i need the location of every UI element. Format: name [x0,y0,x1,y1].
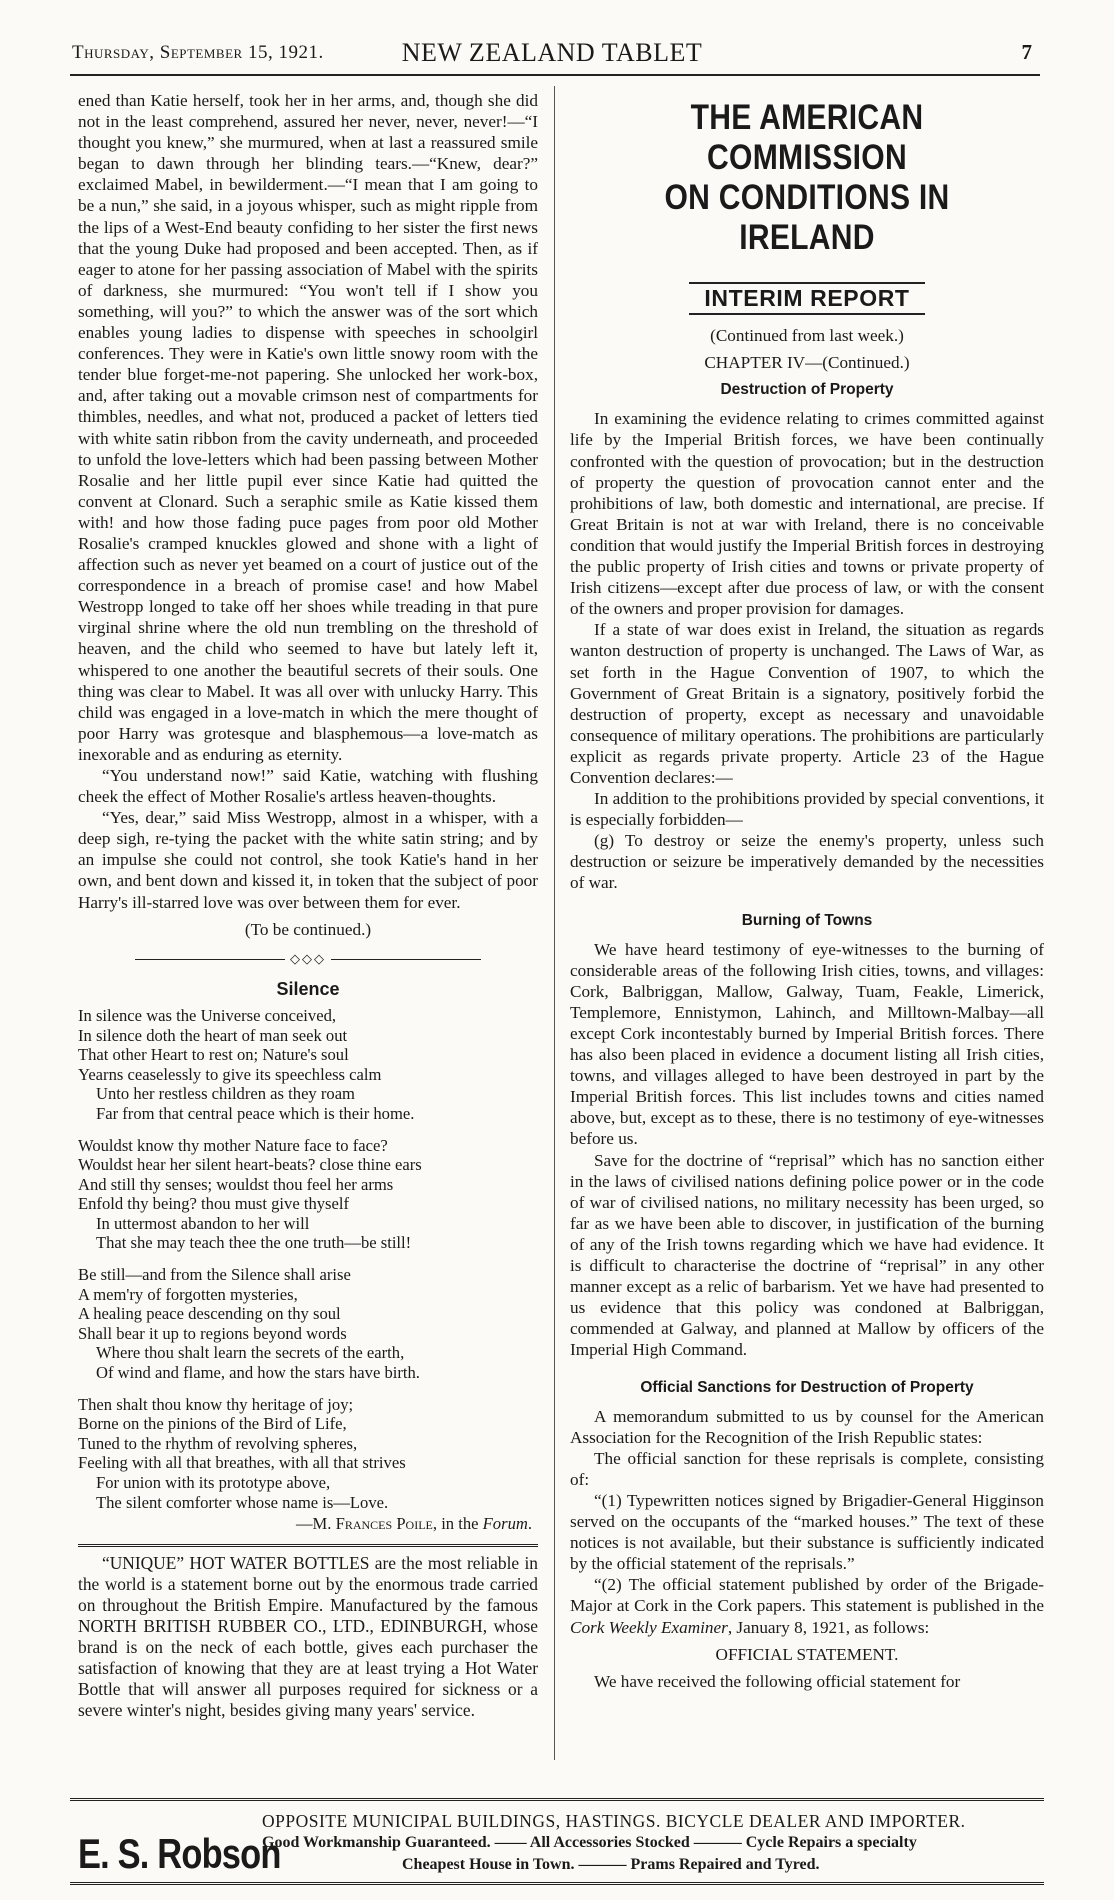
attribution-mid: , in the [432,1514,483,1534]
poem-line: For union with its prototype above, [96,1473,331,1492]
poem-attribution [78,1514,538,1534]
poem-line: A mem'ry of forgotten mysteries, [78,1284,298,1304]
poem-line: Where thou shalt learn the secrets of the earth, [96,1343,405,1363]
poem-stanza [78,1395,538,1513]
poem-title: Silence [276,978,340,999]
poem-line: Wouldst hear her silent heart-beats? close thine ears [78,1155,422,1175]
robson-name: E. S. Robson [78,1830,281,1877]
poem-line: The silent comforter whose name is—Love. [96,1492,389,1512]
poem-line: In silence was the Universe conceived, [78,1005,337,1025]
right-column [570,90,1044,1692]
para2-after: , January 8, 1921, as follows: [727,1617,930,1637]
poem-stanza [78,1006,538,1124]
story-paragraph: “You understand now!” said Katie, watching with flushing cheek the effect of Mother Rosalie's artless heaven-thoughts. [78,766,538,807]
poem-line: Of wind and flame, and how the stars have birth. [96,1363,420,1383]
poem-line: In silence doth the heart of man seek out [78,1025,348,1045]
article-paragraph: A memorandum submitted to us by counsel for the American Association for the Recognition of the Irish Republic states: [570,1406,1044,1447]
footer-rule-top [70,1798,1044,1801]
poem-line: Then shalt thou know thy heritage of joy; [78,1394,354,1414]
poem [78,1006,538,1534]
robson-ad-lines [262,1810,1044,1876]
poem-line: A healing peace descending on thy soul [78,1304,341,1324]
article-title-line2: ON CONDITIONS IN IRELAND [664,178,950,257]
header-page-number: 7 [1021,40,1032,64]
para2-before: “(2) The official statement published by order of the Brigade-Major at Cork in the Cork papers. This statement is published in the [570,1575,1044,1616]
section-heading: Burning of Towns [741,911,873,929]
article-paragraph: In examining the evidence relating to crimes committed against life by the Imperial British forces, we have been continually confronted with the question of provocation; but in the destruction of property the question of provocation cannot enter and the prohibitions of law, both domestic and international, are precise. If Great Britain is not at war with Ireland, there is no conceivable condition that would justify the Imperial British forces in destroying the public property of Irish cities and towns or private property of Irish citizens—except after due process of law, or with the consent of the owners and proper provision for damages. [570,409,1044,619]
left-column [78,90,538,1721]
attribution-author: Frances Poile [335,1514,433,1534]
to-be-continued: (To be continued.) [244,919,372,939]
chapter-heading: CHAPTER IV—(Continued.) [704,353,910,373]
attribution-source: Forum [482,1514,528,1534]
article-paragraph: Save for the doctrine of “reprisal” which has no sanction either in the laws of civilised nations defining police power or in the code of war of civilised nations, no military necessity has been urged, so far as we have been able to discover, in justification of the burning of any of the Irish towns regarding which we have had evidence. It is difficult to characterise the doctrine of “reprisal” in any other manner except as a relic of barbarism. Yet we have had presented to us evidence that this policy was condoned at Balbriggan, commended at Galway, and planned at Mallow by officers of the Imperial High Command. [570,1150,1044,1360]
section-ornament [78,948,538,969]
footer-rule-bottom [70,1882,1044,1885]
article-title [603,98,1011,258]
robson-ad-line: Cheapest House in Town. ——— Prams Repaired and Tyred. [402,1856,820,1873]
official-statement-heading: OFFICIAL STATEMENT. [715,1644,899,1664]
poem-line: Unto her restless children as they roam [96,1084,355,1104]
attribution-end: . [527,1514,532,1534]
poem-line: And still thy senses; wouldst thou feel her arms [78,1174,394,1194]
article-paragraph: In addition to the prohibitions provided by special conventions, it is especially forbidden— [570,789,1044,830]
column-divider [554,86,555,1760]
article-paragraph: “(1) Typewritten notices signed by Brigadier-General Higginson served on the occupants of the “marked houses.” The text of these notices is not available, but their substance is sufficiently indicated by the official statement of the reprisals.” [570,1490,1044,1574]
article-paragraph [570,1574,1044,1637]
continued-from: (Continued from last week.) [710,326,904,346]
section-heading: Official Sanctions for Destruction of Property [640,1378,974,1396]
story-paragraph: “Yes, dear,” said Miss Westropp, almost in a whisper, with a deep sigh, re-tying the packet with the white satin string; and by an impulse she could not control, she took Katie's hand in her own, and bent down and kissed it, in token that the subject of poor Harry's ill-starred love was over between them for ever. [78,808,538,912]
robson-ad-line: Good Workmanship Guaranteed. —— All Accessories Stocked ——— Cycle Repairs a specialty [262,1834,917,1851]
article-paragraph: If a state of war does exist in Ireland, the situation as regards wanton destruction of property is unchanged. The Laws of War, as set forth in the Hague Convention of 1907, to which the Government of Great Britain is a signatory, positively forbid the destruction of property, except as necessary and unavoidable consequence of military operations. The prohibitions are particularly explicit as regards private property. Article 23 of the Hague Convention declares:— [570,620,1044,787]
story-paragraph: ened than Katie herself, took her in her arms, and, though she did not in the least comprehend, assured her never, never, never!—“I thought you knew,” she murmured, when at last a reassured smile began to dawn through her blinding tears.—“Knew, dear?” exclaimed Mabel, in bewilderment.—“I mean that I am going to be a nun,” she said, in a joyous whisper, such as might ripple from the lips of a West-End beauty confiding to her sister the first news that the young Duke had proposed and been accepted. Then, as if eager to atone for her passing association of Mabel with the spirits of darkness, she murmured: “You won't tell if I show you something, will you?” to which the answer was of the sort which enables young ladies to dispense with speeches in schoolgirl conferences. They were in Katie's own little snowy room with the tender blue forget-me-not papering. She unlocked her work-box, and, after taking out a movable crimson nest of compartments for thimbles, needles, and what not, produced a packet of letters tied with white satin ribbon from the cavity underneath, and proceeded to unfold the love-letters which had been passing between Mother Rosalie and her little pupil ever since Katie had quitted the convent at Clonard. Such a seraphic smile as Katie kissed them with! and how those fading puce pages from poor old Mother Rosalie's cramped knuckles glowed and shone with a light of affection such as never yet beamed on a court of justice out of the correspondence in a breach of promise case! and how Mabel Westropp longed to take off her shoes while treading in that pure virginal shrine where the old nun trembling on the threshold of heaven, and the child who seemed to have but lately left it, whispered to one another the beautiful secrets of their souls. One thing was clear to Mabel. It was all over with unlucky Harry. This child was engaged in a love-match in which the mere thought of poor Harry was grotesque and blasphemous—a love-match as inexorable and as enduring as eternity. [78,91,538,764]
poem-line: Borne on the pinions of the Bird of Life, [78,1414,347,1434]
article-paragraph: The official sanction for these reprisals is complete, consisting of: [570,1448,1044,1489]
ad-rule [78,1544,538,1547]
header-title: NEW ZEALAND TABLET [401,38,703,67]
article-paragraph: We have received the following official statement for [594,1671,961,1691]
poem-line: That other Heart to rest on; Nature's soul [78,1045,349,1065]
poem-line: In uttermost abandon to her will [96,1213,310,1233]
poem-stanza [78,1136,538,1254]
page-header [72,38,1032,68]
poem-line: Yearns ceaselessly to give its speechless calm [78,1064,382,1084]
interim-report-heading: INTERIM REPORT [689,282,925,315]
para2-source: Cork Weekly Examiner [570,1617,728,1637]
poem-line: Far from that central peace which is their home. [96,1103,415,1123]
poem-line: Wouldst know thy mother Nature face to face? [78,1135,388,1155]
header-date: Thursday, September 15, 1921. [72,42,324,63]
ornament-glyphs: ◇◇◇ [290,950,326,966]
poem-stanza [78,1265,538,1383]
header-rule [70,74,1040,76]
article-paragraph: (g) To destroy or seize the enemy's property, unless such destruction or seizure be imperatively demanded by the necessities of war. [570,831,1044,893]
poem-line: Tuned to the rhythm of revolving spheres, [78,1433,358,1453]
poem-line: Shall bear it up to regions beyond words [78,1323,347,1343]
poem-line: Be still—and from the Silence shall arise [78,1265,351,1285]
article-paragraph: We have heard testimony of eye-witnesses to the burning of considerable areas of the following Irish cities, towns, and villages: Cork, Balbriggan, Mallow, Galway, Tuam, Feakle, Limerick, Templemore, Ennistymon, Lahinch, and Milltown-Malbay—all except Cork incontestably burned by Imperial British forces. There has also been placed in evidence a document listing all Irish cities, towns, and villages alleged to have been destroyed in part by the Imperial British forces. This list includes towns and cities named above, but, except as to these, there is no testimony of eye-witnesses before us. [570,939,1044,1149]
poem-line: That she may teach thee the one truth—be still! [96,1233,412,1253]
article-title-line1: THE AMERICAN COMMISSION [690,98,924,177]
robson-ad-line: OPPOSITE MUNICIPAL BUILDINGS, HASTINGS. BICYCLE DEALER AND IMPORTER. [262,1811,966,1831]
attribution-prefix: —M. [295,1514,336,1534]
poem-line: Feeling with all that breathes, with all that strives [78,1453,406,1473]
section-heading: Destruction of Property [720,381,894,399]
hot-water-bottle-ad: “UNIQUE” HOT WATER BOTTLES are the most reliable in the world is a statement borne out by the enormous trade carried on throughout the British Empire. Manufactured by the famous NORTH BRITISH RUBBER CO., LTD., EDINBURGH, whose brand is on the neck of each bottle, gives each purchaser the satisfaction of knowing that they are at least trying a Hot Water Bottle that will answer all purposes required for sickness or a severe winter's night, besides giving many years' service. [78,1552,538,1720]
poem-line: Enfold thy being? thou must give thyself [78,1194,349,1214]
